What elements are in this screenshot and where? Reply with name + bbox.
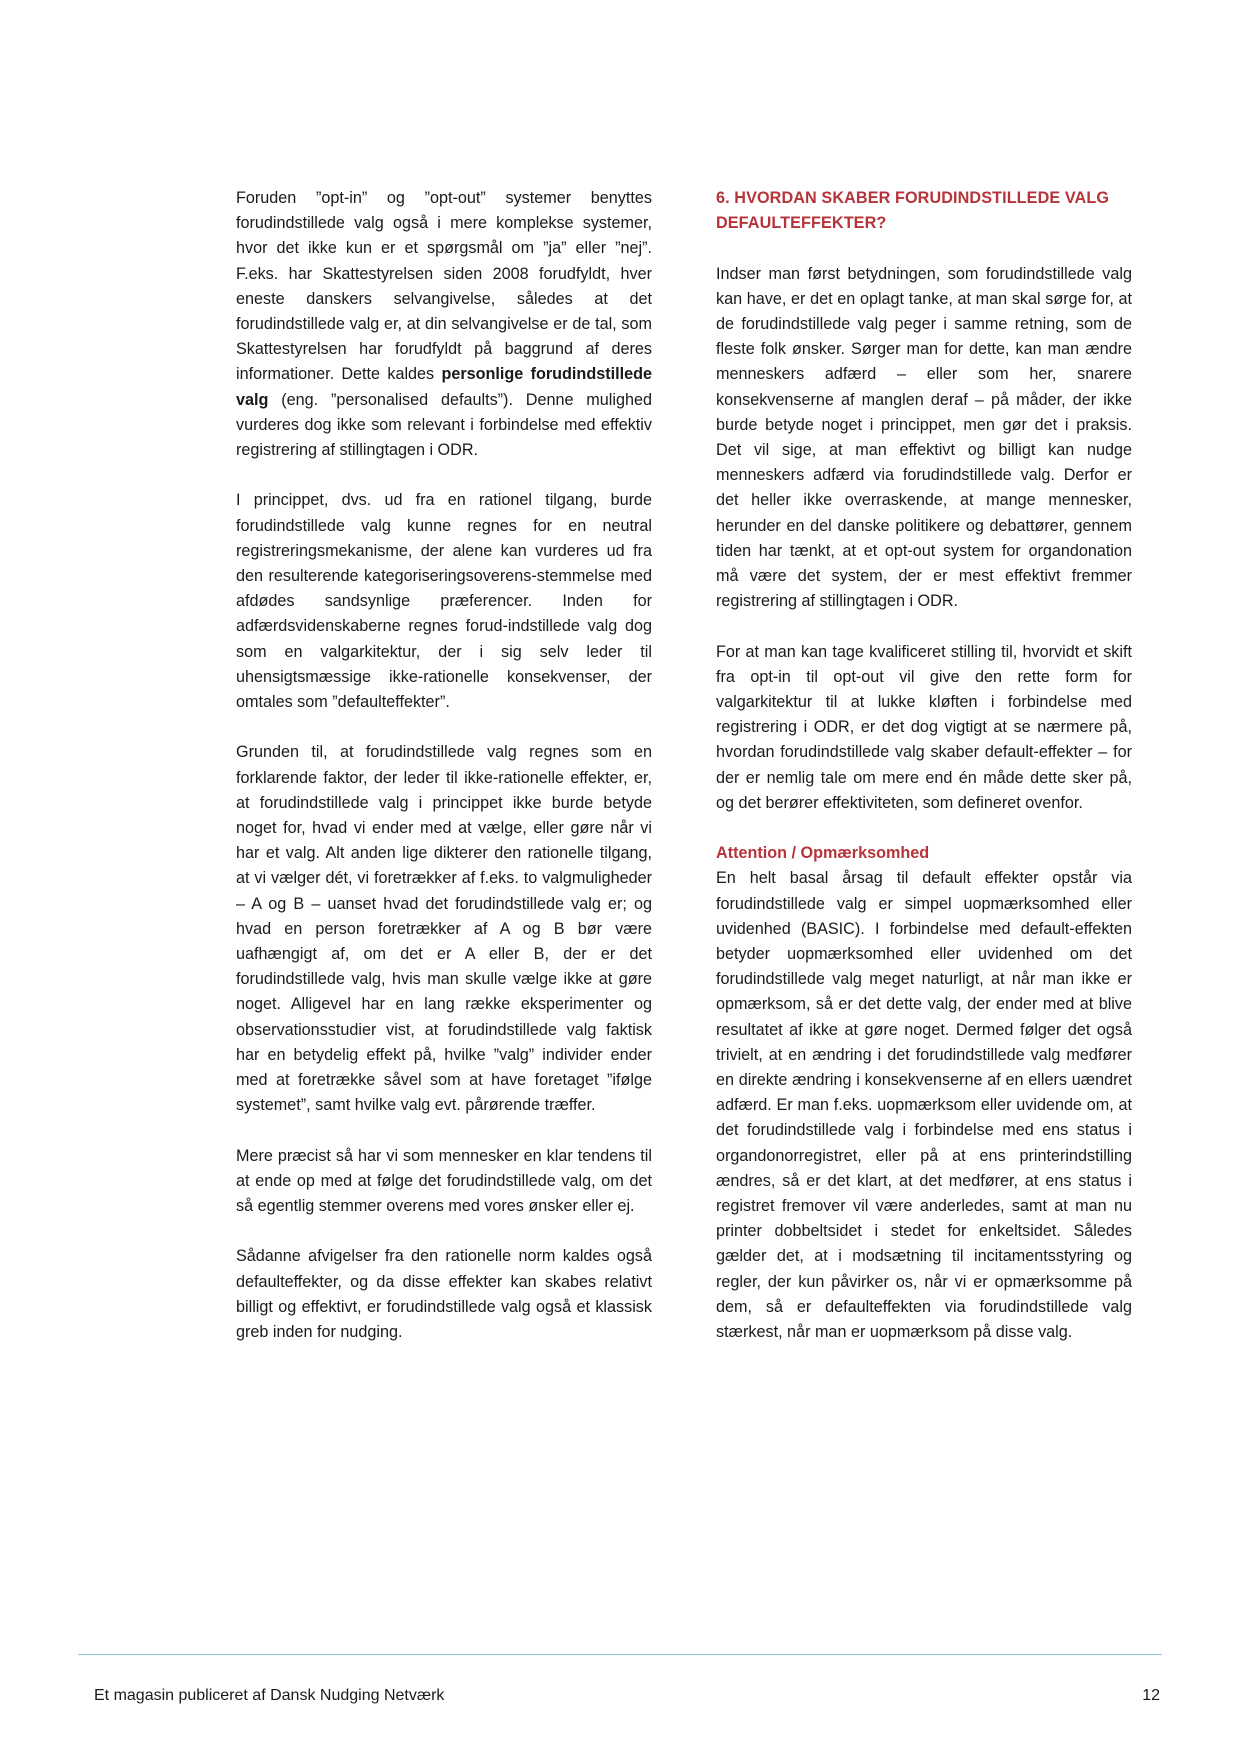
right-paragraph-3: En helt basal årsag til default effekter opstår via forudindstillede valg er simpel uopmærksomhed eller uvidenhed (BASIC). I forbindelse med default-effekten betyder uopmærksomhed eller uvidenhed om det forudindstillede valg meget naturligt, at når man ikke er opmærksom, så er det dette valg, der ender med at blive resultatet af ikke at gøre noget. Dermed følger det også trivielt, at en ændring i det forudindstillede valg medfører en direkte ændring i konsekvenserne af en ellers uændret adfærd. Er man f.eks. uopmærksom eller uvidende om, at det forudindstillede valg i forbindelse med ens status i organdonorregistret, eller på at ens printerindstilling ændres, så er det klart, at det medfører, at ens status i registret fremover vil være anderledes, samt at man nu printer dobbeltsidet i stedet for enkeltsidet. Således gælder det, at i modsætning til incitamentsstyring og regler, der kun påvirker os, når vi er opmærksomme på dem, så er defaulteffekten via forudindstillede valg stærkest, når man er uopmærksom på disse valg. (716, 869, 1132, 1342)
section-heading: 6. HVORDAN SKABER FORUDINDSTILLEDE VALG DEFAULTEFFEKTER? (716, 189, 1110, 233)
left-paragraph-2: I princippet, dvs. ud fra en rationel tilgang, burde forudindstillede valg kunne regnes for en neutral registreringsmekanisme, der alene kan vurderes ud fra den resulterende kategoriseringsoverens-stemmelse med afdødes sandsynlige præferencer. Inden for adfærdsvidenskaberne regnes forud-indstillede valg dog som en valgarkitektur, der i sig selv leder til uhensigtsmæssige ikke-rationelle konsekvenser, der omtales som ”defaulteffekter”. (236, 491, 652, 712)
left-paragraph-1-text-b: (eng. ”personalised defaults”). Denne mulighed vurderes dog ikke som relevant i forbindelse med effektiv registrering af stillingtagen i ODR. (236, 390, 652, 460)
left-paragraph-4: Mere præcist så har vi som mennesker en klar tendens til at ende op med at følge det forudindstillede valg, om det så egentlig stemmer overens med vores ønsker eller ej. (236, 1146, 652, 1216)
left-paragraph-1-bold-term: personlige forudindstillede valg (236, 365, 652, 409)
left-paragraph-3: Grunden til, at forudindstillede valg regnes som en forklarende faktor, der leder til ikke-rationelle effekter, er, at forudindstillede valg i princippet ikke burde betyde noget for, hvad vi ender med at vælge, eller gøre når vi har et valg. Alt anden lige dikterer den rationelle tilgang, at vi vælger dét, vi foretrækker af f.eks. to valgmuligheder – A og B – uanset hvad det forudindstillede valg er; og hvad en person foretrækker af A og B bør være uafhængigt af, om det er A eller B, der er det forudindstillede valg, hvis man skulle vælge ikke at gøre noget. Alligevel har en lang række eksperimenter og observationsstudier vist, at forudindstillede valg faktisk har en betydelig effekt på, hvilke ”valg” individer ender med at foretrække såvel som at have foretaget ”ifølge systemet”, samt hvilke valg evt. pårørende træffer. (236, 743, 652, 1115)
right-column (716, 186, 1132, 1370)
left-paragraph-5: Sådanne afvigelser fra den rationelle norm kaldes også defaulteffekter, og da disse effekter kan skabes relativt billigt og effektivt, er forudindstillede valg også et klassisk greb inden for nudging. (236, 1247, 652, 1342)
left-paragraph-1 (236, 186, 652, 463)
subheading-attention: Attention / Opmærksomhed (716, 844, 930, 863)
left-column (236, 186, 652, 1370)
footer-publisher: Et magasin publiceret af Dansk Nudging Netværk (94, 1687, 445, 1704)
left-paragraph-1-text-a: Foruden ”opt-in” og ”opt-out” systemer benyttes forudindstillede valg også i mere komplekse systemer, hvor det ikke kun er et spørgsmål om ”ja” eller ”nej”. F.eks. har Skattestyrelsen siden 2008 forudfyldt, hver eneste danskers selvangivelse, således at det forudindstillede valg er, at din selvangivelse er de tal, som Skattestyrelsen har forudfyldt på baggrund af deres informationer. Dette kaldes (236, 189, 652, 384)
page-number: 12 (1142, 1687, 1160, 1704)
right-paragraph-1: Indser man først betydningen, som forudindstillede valg kan have, er det en oplagt tanke, at man skal sørge for, at de forudindstillede valg peger i samme retning, som de fleste folk ønsker. Sørger man for dette, kan man ændre menneskers adfærd – eller som her, snarere konsekvenserne af manglen deraf – på måder, der ikke burde betyde noget i princippet, men gør det i praksis. Det vil sige, at man effektivt og billigt kan nudge menneskers adfærd via forudindstillede valg. Derfor er det heller ikke overraskende, at mange mennesker, herunder en del danske politikere og debattører, gennem tiden har tænkt, at et opt-out system for organdonation må være det system, der er mest effektivt fremmer registrering af stillingtagen i ODR. (716, 264, 1132, 611)
right-paragraph-2: For at man kan tage kvalificeret stilling til, hvorvidt et skift fra opt-in til opt-out vil give den rette form for valgarkitektur til at lukke kløften i forbindelse med registrering i ODR, er det dog vigtigt at se nærmere på, hvordan forudindstillede valg skaber default-effekter – for der er nemlig tale om mere end én måde dette sker på, og det berører effektiviteten, som defineret ovenfor. (716, 642, 1132, 812)
footer-divider (78, 1654, 1162, 1655)
